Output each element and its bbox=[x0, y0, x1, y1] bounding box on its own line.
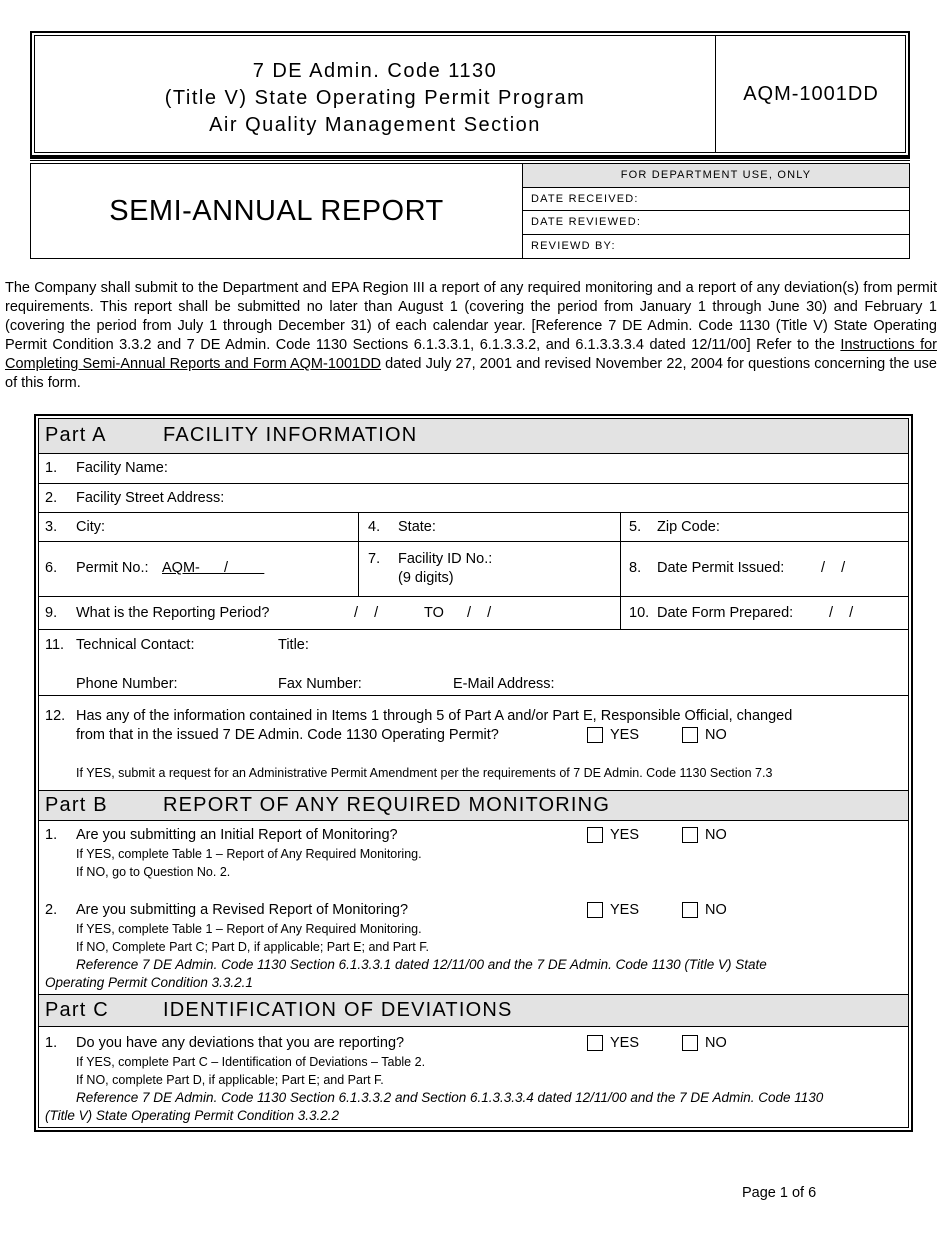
part-a-header bbox=[39, 419, 908, 454]
part-c-reference-cont: (Title V) State Operating Permit Condition 3.3.2.2 bbox=[45, 1108, 340, 1123]
intro-paragraph bbox=[5, 279, 937, 393]
intro-text-end: dated July 27, 2001 and revised November 22, 2004 for questions concerning the use of this form. bbox=[5, 356, 937, 391]
date-permit-issued-field[interactable] bbox=[620, 542, 908, 596]
zip-field[interactable] bbox=[620, 513, 908, 541]
yes-label: YES bbox=[610, 902, 640, 918]
permit-number-value[interactable]: AQM- / bbox=[162, 560, 265, 576]
info-changed-yes-checkbox[interactable] bbox=[587, 727, 603, 743]
info-changed-row bbox=[39, 696, 908, 791]
form-id: AQM-1001DD bbox=[743, 82, 879, 105]
initial-report-note-yes: If YES, complete Table 1 – Report of Any Required Monitoring. bbox=[76, 847, 422, 861]
city-state-zip-row bbox=[39, 513, 908, 542]
department-use-box bbox=[522, 164, 909, 258]
info-changed-question-cont: from that in the issued 7 DE Admin. Code 1130 Operating Permit? bbox=[76, 727, 499, 743]
item-number: 1. bbox=[45, 1035, 58, 1051]
revised-report-yes-checkbox[interactable] bbox=[587, 902, 603, 918]
technical-contact-row[interactable] bbox=[39, 630, 908, 696]
item-number: 7. bbox=[368, 551, 381, 567]
part-a-title: FACILITY INFORMATION bbox=[163, 424, 418, 446]
part-c-header bbox=[39, 995, 908, 1027]
form-header bbox=[30, 31, 910, 157]
date-received-field: DATE RECEIVED: bbox=[523, 188, 909, 212]
part-c-body bbox=[39, 1027, 908, 1128]
date-permit-issued-value[interactable]: / / bbox=[821, 560, 846, 576]
state-field[interactable] bbox=[358, 513, 620, 541]
item-number: 5. bbox=[629, 519, 642, 535]
header-line-3: Air Quality Management Section bbox=[209, 114, 541, 136]
facility-id-label: Facility ID No.: bbox=[398, 551, 493, 567]
deviations-yes-checkbox[interactable] bbox=[587, 1035, 603, 1051]
item-number: 6. bbox=[45, 560, 58, 576]
intro-text: The Company shall submit to the Department and EPA Region III a report of any required monitoring and a report of any deviation(s) from permit requirements. This report shall be submitted no later than August 1 (covering the period from January 1 through June 30) and February 1 (covering the period from July 1 through December 31) of each calendar year. [Reference 7 DE Admin. Code 1130 (Title V) State Operating Permit Condition 3.3.2 and 7 DE Admin. Code 1130 Sections 6.1.3.3.1, 6.1.3.3.2, and 6.1.3.3.3.4 dated 12/11/00] Refer to the bbox=[5, 280, 937, 353]
item-number: 8. bbox=[629, 560, 642, 576]
item-number: 3. bbox=[45, 519, 58, 535]
part-c-label: Part C bbox=[45, 999, 109, 1021]
part-b-label: Part B bbox=[45, 794, 108, 816]
item-number: 1. bbox=[45, 460, 58, 476]
facility-address-row[interactable] bbox=[39, 484, 908, 513]
permit-number-label: Permit No.: bbox=[76, 560, 149, 576]
item-number: 10. bbox=[629, 605, 650, 621]
date-permit-issued-label: Date Permit Issued: bbox=[657, 560, 785, 576]
part-a-label: Part A bbox=[45, 424, 107, 446]
item-number: 11. bbox=[45, 637, 65, 653]
city-field[interactable] bbox=[39, 513, 358, 541]
facility-id-field[interactable] bbox=[358, 542, 620, 596]
facility-name-label: Facility Name: bbox=[76, 460, 168, 476]
facility-address-label: Facility Street Address: bbox=[76, 490, 225, 506]
part-b-header bbox=[39, 791, 908, 821]
reporting-period-label: What is the Reporting Period? bbox=[76, 605, 270, 621]
initial-report-question: Are you submitting an Initial Report of Monitoring? bbox=[76, 827, 398, 843]
item-number: 2. bbox=[45, 902, 58, 918]
yes-label: YES bbox=[610, 1035, 640, 1051]
part-c-reference: Reference 7 DE Admin. Code 1130 Section 6.1.3.3.2 and Section 6.1.3.3.3.4 dated 12/11/00 and the 7 DE Admin. Code 1130 bbox=[76, 1090, 824, 1105]
part-b-reference: Reference 7 DE Admin. Code 1130 Section 6.1.3.3.1 dated 12/11/00 and the 7 DE Admin. Code 1130 (Title V) State bbox=[76, 957, 767, 972]
reporting-period-field[interactable] bbox=[39, 597, 620, 629]
page-title: SEMI-ANNUAL REPORT bbox=[109, 194, 444, 227]
item-number: 1. bbox=[45, 827, 58, 843]
header-line-1: 7 DE Admin. Code 1130 bbox=[252, 60, 498, 82]
revised-report-no-checkbox[interactable] bbox=[682, 902, 698, 918]
part-c-title: IDENTIFICATION OF DEVIATIONS bbox=[163, 999, 513, 1021]
title-label: Title: bbox=[278, 637, 309, 653]
fax-label: Fax Number: bbox=[278, 676, 362, 692]
initial-report-yes-checkbox[interactable] bbox=[587, 827, 603, 843]
deviations-note-yes: If YES, complete Part C – Identification of Deviations – Table 2. bbox=[76, 1055, 426, 1069]
item-number: 4. bbox=[368, 519, 381, 535]
date-reviewed-field: DATE REVIEWED: bbox=[523, 211, 909, 235]
period-start-value[interactable]: / / bbox=[354, 605, 379, 621]
instructions-link[interactable]: Instructions for Completing Semi-Annual Reports and Form AQM-1001DD bbox=[5, 337, 938, 372]
part-b-reference-cont: Operating Permit Condition 3.3.2.1 bbox=[45, 975, 253, 990]
date-form-prepared-field[interactable] bbox=[620, 597, 908, 629]
revised-report-note-no: If NO, Complete Part C; Part D, if applicable; Part E; and Part F. bbox=[76, 940, 429, 954]
date-form-prepared-label: Date Form Prepared: bbox=[657, 605, 794, 621]
divider bbox=[30, 156, 910, 159]
divider bbox=[30, 160, 910, 161]
permit-number-field[interactable] bbox=[39, 542, 358, 596]
phone-label: Phone Number: bbox=[76, 676, 178, 692]
report-form bbox=[34, 414, 913, 1132]
deviations-question: Do you have any deviations that you are reporting? bbox=[76, 1035, 405, 1051]
period-to-label: TO bbox=[424, 605, 444, 621]
info-changed-question: Has any of the information contained in Items 1 through 5 of Part A and/or Part E, Responsible Official, changed bbox=[76, 708, 793, 724]
initial-report-note-no: If NO, go to Question No. 2. bbox=[76, 865, 231, 879]
initial-report-no-checkbox[interactable] bbox=[682, 827, 698, 843]
deviations-no-checkbox[interactable] bbox=[682, 1035, 698, 1051]
dept-heading: FOR DEPARTMENT USE, ONLY bbox=[523, 164, 909, 188]
technical-contact-label: Technical Contact: bbox=[76, 637, 195, 653]
item-number: 9. bbox=[45, 605, 58, 621]
revised-report-note-yes: If YES, complete Table 1 – Report of Any Required Monitoring. bbox=[76, 922, 422, 936]
state-label: State: bbox=[398, 519, 436, 535]
title-section bbox=[30, 163, 910, 259]
yes-label: YES bbox=[610, 727, 640, 743]
facility-name-row[interactable] bbox=[39, 454, 908, 484]
permit-row bbox=[39, 542, 908, 597]
header-line-2: (Title V) State Operating Permit Program bbox=[164, 87, 586, 109]
reviewed-by-field: REVIEWD BY: bbox=[531, 239, 616, 252]
date-form-prepared-value[interactable]: / / bbox=[829, 605, 854, 621]
no-label: NO bbox=[705, 902, 727, 918]
info-changed-no-checkbox[interactable] bbox=[682, 727, 698, 743]
no-label: NO bbox=[705, 1035, 727, 1051]
part-b-body bbox=[39, 821, 908, 995]
no-label: NO bbox=[705, 727, 727, 743]
reporting-period-row bbox=[39, 597, 908, 630]
revised-report-question: Are you submitting a Revised Report of Monitoring? bbox=[76, 902, 409, 918]
deviations-note-no: If NO, complete Part D, if applicable; Part E; and Part F. bbox=[76, 1073, 384, 1087]
agency-heading bbox=[35, 36, 716, 152]
yes-label: YES bbox=[610, 827, 640, 843]
city-label: City: bbox=[76, 519, 105, 535]
facility-id-hint: (9 digits) bbox=[398, 570, 454, 586]
item-number: 12. bbox=[45, 708, 66, 724]
period-end-value[interactable]: / / bbox=[467, 605, 492, 621]
no-label: NO bbox=[705, 827, 727, 843]
part-b-title: REPORT OF ANY REQUIRED MONITORING bbox=[163, 794, 611, 816]
item-number: 2. bbox=[45, 490, 58, 506]
page-number: Page 1 of 6 bbox=[742, 1185, 817, 1201]
zip-label: Zip Code: bbox=[657, 519, 720, 535]
email-label: E-Mail Address: bbox=[453, 676, 555, 692]
amendment-note: If YES, submit a request for an Administrative Permit Amendment per the requirements of 7 DE Admin. Code 1130 Section 7.3 bbox=[76, 766, 773, 780]
